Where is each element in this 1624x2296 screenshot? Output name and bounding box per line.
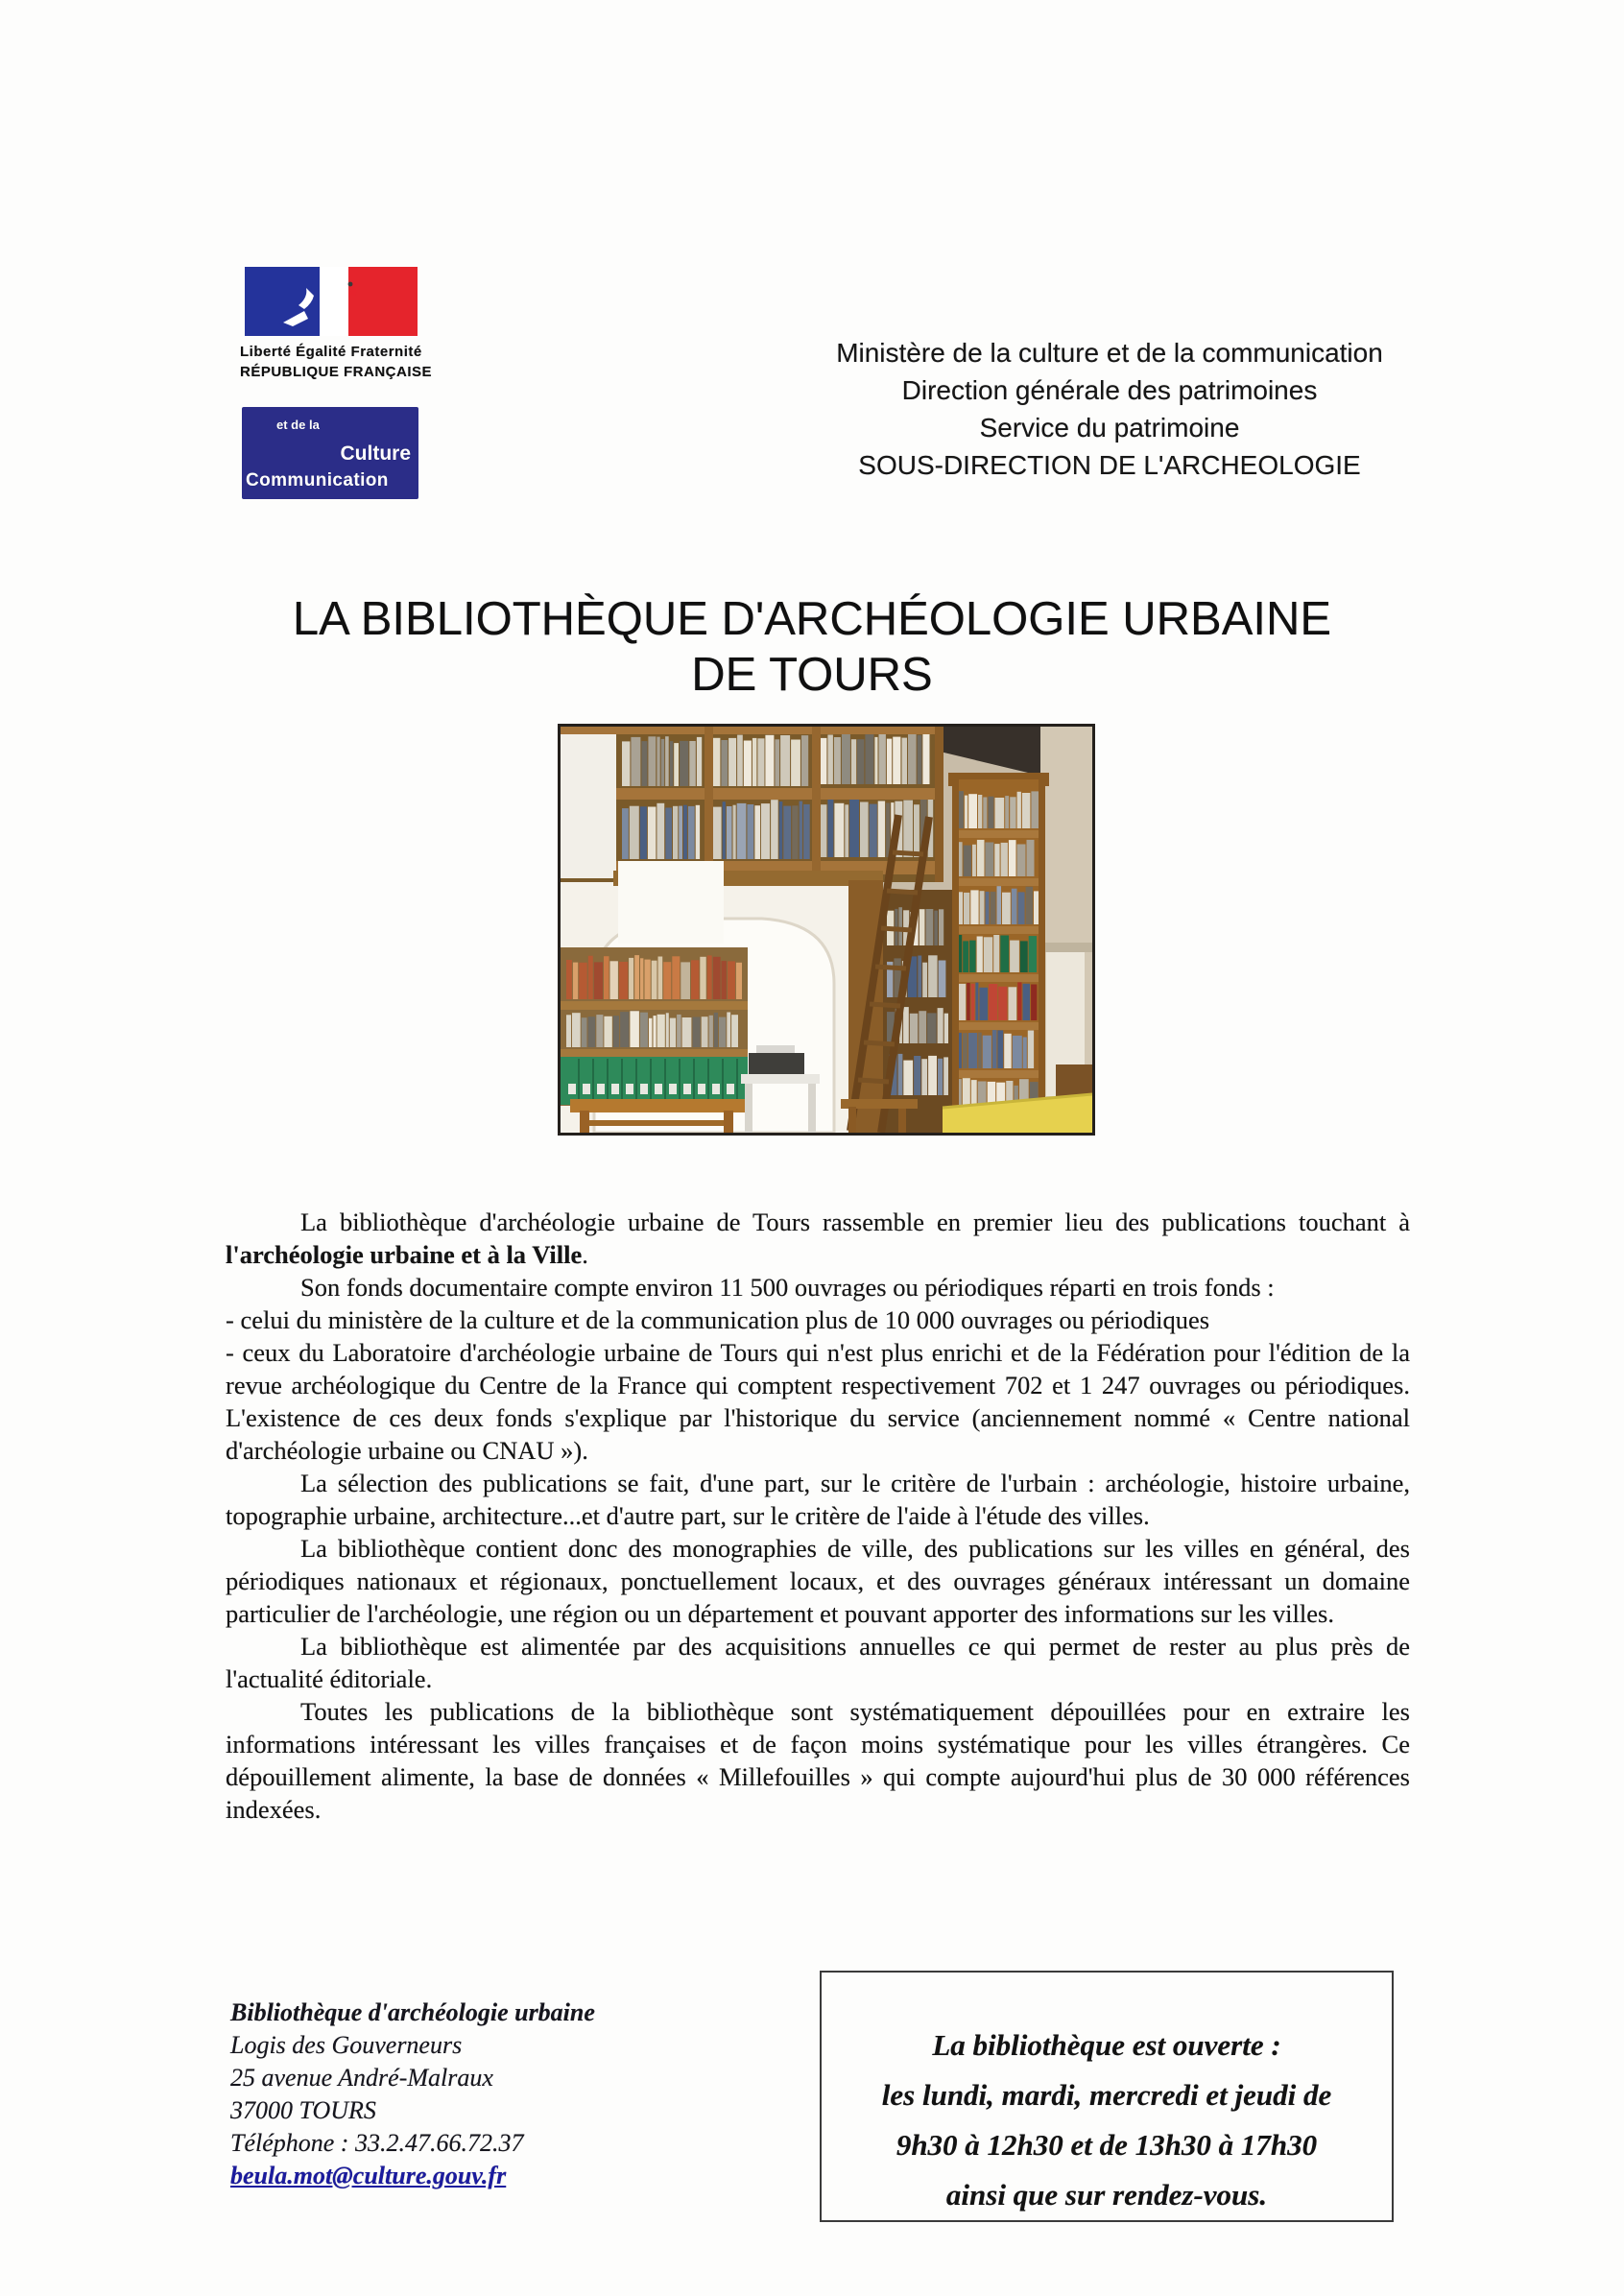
- ministry-line-3: Service du patrimoine: [979, 413, 1240, 442]
- paragraph-6: Toutes les publications de la bibliothèque sont systématiquement dépouillées pour en extraire les informations intéressant les villes françaises et de façon moins systématique pour les villes étrangères. Ce dépouillement alimente, la base de données « Millefouilles » qui compte aujourd'hui plus de 30 000 références indexées.: [226, 1697, 1410, 1824]
- contact-email-link[interactable]: beula.mot@culture.gouv.fr: [230, 2162, 507, 2189]
- hours-line-4: ainsi que sur rendez-vous.: [945, 2178, 1268, 2212]
- body-text: [226, 1206, 1410, 1826]
- paragraph-1: [226, 1206, 1410, 1271]
- culture-logo-line1: Culture: [340, 442, 411, 465]
- paragraph-1-bold: l'archéologie urbaine et à la Ville: [226, 1240, 583, 1269]
- contact-address-2: 25 avenue André-Malraux: [230, 2064, 493, 2092]
- contact-phone: Téléphone : 33.2.47.66.72.37: [230, 2129, 524, 2157]
- french-flag-icon: [245, 267, 418, 336]
- opening-hours-box: [820, 1971, 1394, 2222]
- paragraph-2: Son fonds documentaire compte environ 11 500 ouvrages ou périodiques réparti en trois fonds :: [300, 1273, 1275, 1302]
- republique-francaise-logo: [245, 267, 418, 336]
- title-line-1: LA BIBLIOTHÈQUE D'ARCHÉOLOGIE URBAINE: [292, 593, 1332, 645]
- culture-logo-line2: Communication: [246, 470, 389, 490]
- ministry-line-2: Direction générale des patrimoines: [901, 375, 1318, 405]
- library-photo-illustration: [561, 727, 1092, 1133]
- paragraph-5: La bibliothèque est alimentée par des acquisitions annuelles ce qui permet de rester au plus près de l'actualité éditoriale.: [226, 1632, 1410, 1693]
- hours-line-3: 9h30 à 12h30 et de 13h30 à 17h30: [896, 2128, 1318, 2162]
- hours-line-2: les lundi, mardi, mercredi et jeudi de: [881, 2078, 1332, 2112]
- contact-address-1: Logis des Gouverneurs: [230, 2031, 463, 2059]
- republic-line: RÉPUBLIQUE FRANÇAISE: [240, 364, 433, 380]
- library-photo: [558, 724, 1095, 1136]
- hours-line-1: La bibliothèque est ouverte :: [932, 2028, 1281, 2062]
- ministry-line-1: Ministère de la culture et de la communication: [836, 338, 1383, 368]
- ministry-header: [816, 334, 1403, 484]
- paragraph-4: La bibliothèque contient donc des monographies de ville, des publications sur les villes en général, des périodiques nationaux et régionaux, ponctuellement locaux, et des ouvrages généraux intéressant un domaine particulier de l'archéologie, une région ou un département et pouvant apporter des informations sur les villes.: [226, 1534, 1410, 1628]
- contact-name: Bibliothèque d'archéologie urbaine: [230, 1998, 595, 2026]
- bullet-item-2: - ceux du Laboratoire d'archéologie urbaine de Tours qui n'est plus enrichi et de la Fédération pour l'édition de la revue archéologique du Centre de la France qui comptent respectivement 702 et 1 247 ouvrages ou périodiques. L'existence de ces deux fonds s'explique par l'historique du service (anciennement nommé « Centre national d'archéologie urbaine ou CNAU »).: [226, 1338, 1410, 1465]
- culture-communication-logo: [242, 407, 418, 499]
- bullet-item-1: - celui du ministère de la culture et de la communication plus de 10 000 ouvrages ou périodiques: [226, 1305, 1210, 1334]
- paragraph-3: La sélection des publications se fait, d'une part, sur le critère de l'urbain : archéologie, histoire urbaine, topographie urbaine, architecture...et d'autre part, sur le critère de l'aide à l'étude des villes.: [226, 1469, 1410, 1530]
- page-title: [0, 591, 1624, 703]
- title-line-2: DE TOURS: [691, 649, 933, 701]
- paragraph-1-post: .: [582, 1240, 588, 1269]
- contact-block: [230, 1997, 768, 2192]
- motto-line: Liberté Égalité Fraternité: [240, 344, 422, 360]
- flag-motto: [240, 342, 442, 382]
- contact-address-3: 37000 TOURS: [230, 2096, 376, 2124]
- culture-logo-small-text: et de la: [276, 418, 320, 432]
- paragraph-1-pre: La bibliothèque d'archéologie urbaine de Tours rassemble en premier lieu des publications touchant à: [300, 1208, 1410, 1236]
- ministry-line-4: SOUS-DIRECTION DE L'ARCHEOLOGIE: [858, 450, 1361, 480]
